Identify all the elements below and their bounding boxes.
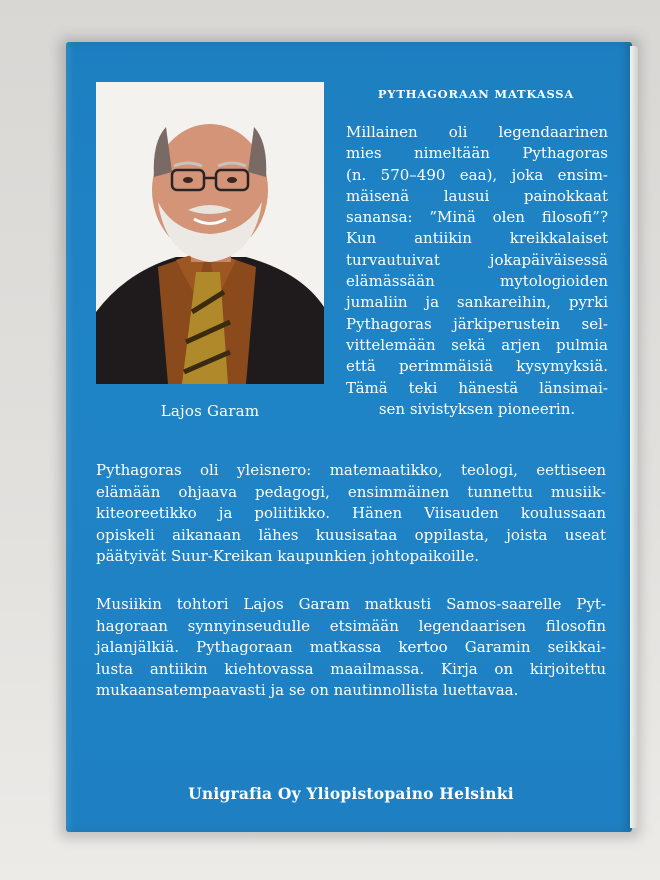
paragraph-pythagoras-genius xyxy=(96,460,606,568)
text-line: Kun antiikin kreikkalaiset xyxy=(346,229,608,248)
text-line: hagoraan synnyinseudulle etsimään legendaarisen filosofin xyxy=(96,616,606,635)
author-caption: Lajos Garam xyxy=(160,402,260,420)
text-line: Tämä teki hänestä länsimai- xyxy=(346,378,608,397)
text-line: turvautuivat jokapäiväisessä xyxy=(346,250,608,269)
text-line: elämään ohjaava pedagogi, ensimmäinen tunnettu musiik- xyxy=(96,482,606,501)
text-line: (n. 570–490 eaa), joka ensim- xyxy=(346,165,608,184)
book-back-cover xyxy=(66,42,632,832)
text-line: päätyivät Suur-Kreikan kaupunkien johtopaikoille. xyxy=(96,547,480,565)
text-line: opiskeli aikanaan lähes kuusisataa oppilasta, joista useat xyxy=(96,525,606,544)
book-title-heading: PYTHAGORAAN MATKASSA xyxy=(377,87,575,101)
text-line: Musiikin tohtori Lajos Garam matkusti Samos-saarelle Pyt- xyxy=(96,595,606,613)
text-line: mukaansatempaavasti ja se on nautinnollista luettavaa. xyxy=(96,681,519,699)
author-photo xyxy=(96,82,324,384)
book-page-edge xyxy=(630,46,638,828)
publisher-name: Unigrafia Oy Yliopistopaino Helsinki xyxy=(188,784,514,803)
text-line: mäisenä lausui painokkaat xyxy=(346,186,608,205)
text-line: elämässään mytologioiden xyxy=(346,272,608,291)
text-line: lusta antiikin kiehtovassa maailmassa. Kirja on kirjoitettu xyxy=(96,659,606,678)
paragraph-author-journey xyxy=(96,594,606,702)
text-line: jumaliin ja sankareihin, pyrki xyxy=(346,293,608,312)
text-line: sanansa: ”Minä olen filosofi”? xyxy=(346,208,608,227)
author-portrait-image xyxy=(96,82,324,384)
text-line: Pythagoras järkiperustein sel- xyxy=(346,314,608,333)
text-line: että perimmäisiä kysymyksiä. xyxy=(346,357,608,376)
text-line: kiteoreetikko ja poliitikko. Hänen Viisauden koulussaan xyxy=(96,504,606,522)
text-line: Pythagoras oli yleisnero: matemaatikko, teologi, eettiseen xyxy=(96,461,606,479)
intro-paragraph xyxy=(346,122,608,420)
text-line: mies nimeltään Pythagoras xyxy=(346,144,608,163)
text-line: sen sivistyksen pioneerin. xyxy=(378,399,576,418)
text-line: vittelemään sekä arjen pulmia xyxy=(346,335,608,354)
text-line: jalanjälkiä. Pythagoraan matkassa kertoo Garamin seikkai- xyxy=(96,638,606,656)
text-line: Millainen oli legendaarinen xyxy=(346,123,608,141)
